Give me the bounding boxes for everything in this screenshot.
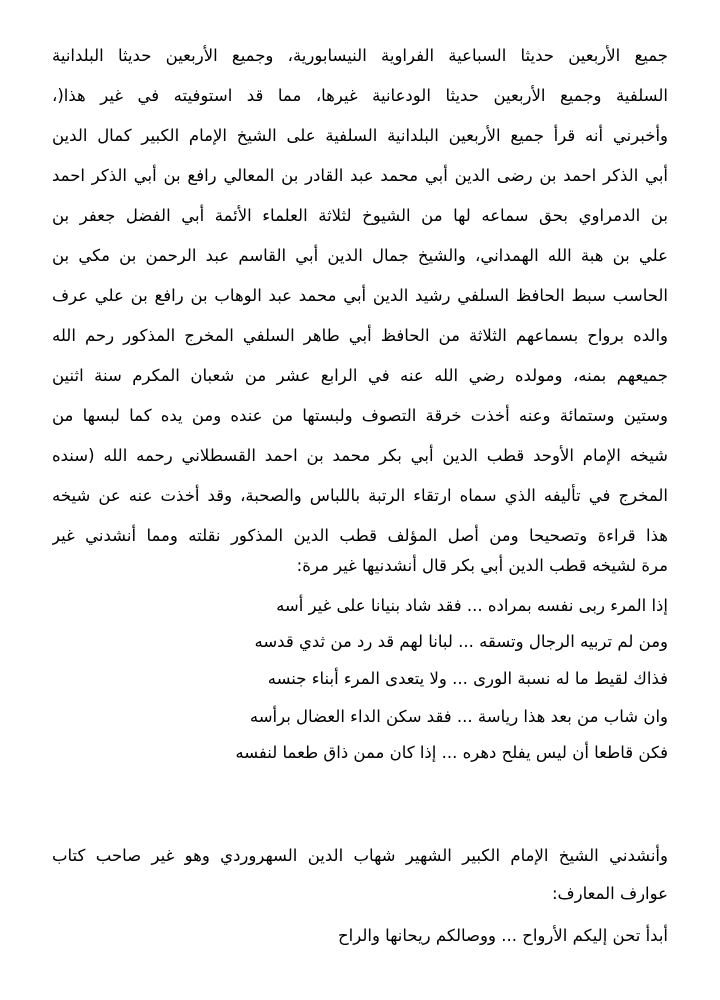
paragraph-line: أبي الذكر احمد بن رضى الدين أبي محمد عبد القادر بن المعالي رافع بن أبي الذكر احمد [52, 166, 668, 185]
paragraph-line: عوارف المعارف: [551, 884, 668, 903]
poem-verse: وان شاب من بعد هذا رياسة ... فقد سكن الداء العضال برأسه [249, 707, 668, 726]
poem-verse: فكن قاطعا أن ليس يفلح دهره ... إذا كان ممن ذاق طعما لنفسه [235, 743, 668, 762]
paragraph-line: وأنشدني الشيخ الإمام الكبير الشهير شهاب الدين السهروردي وهو غير صاحب كتاب [52, 846, 668, 865]
paragraph-line: السلفية وجميع الأربعين حديثا الودعانية غيرها، مما قد استوفيته في غير هذا(، [52, 86, 668, 105]
poem-verse: إذا المرء ربى نفسه بمراده ... فقد شاد بنيانا على غير أسه [276, 596, 668, 615]
paragraph-line: جميع الأربعين حديثا السباعية الفراوية النيسابورية، وجميع الأربعين حديثا البلدانية [52, 46, 668, 65]
paragraph-line: الحاسب سبط الحافظ السلفي رشيد الدين أبي محمد عبد الوهاب بن رافع بن علي عرف [52, 286, 668, 305]
paragraph-line: بن الدمراوي بحق سماعه لها من الشيوخ لثلاثة العلماء الأئمة أبي الفضل جعفر بن [52, 206, 668, 225]
paragraph-line: والده برواح بسماعهم الثلاثة من الحافظ أبي طاهر السلفي المخرج المذكور رحم الله [52, 326, 668, 345]
paragraph-line: جميعهم بمنه، ومولده رضي الله عنه في الرابع عشر من شعبان المكرم سنة اثنين [52, 366, 668, 385]
poem-verse: أبدأ تحن إليكم الأرواح ... ووصالكم ريحانها والراح [338, 926, 668, 945]
paragraph-line: المخرج في تأليفه الذي سماه ارتقاء الرتبة باللباس والصحبة، وقد أخذت عنه عن شيخه [52, 486, 668, 505]
paragraph-line: علي بن هبة الله الهمداني، والشيخ جمال الدين أبي القاسم عبد الرحمن بن مكي بن [52, 246, 668, 265]
paragraph-line: وستين وستمائة وعنه أخذت خرقة التصوف ولبستها من عنده ومن يده كما لبسها من [52, 406, 668, 425]
poem-verse: فذاك لقيط ما له نسبة الورى ... ولا يتعدى المرء أبناء جنسه [267, 669, 668, 688]
paragraph-line: مرة لشيخه قطب الدين أبي بكر قال أنشدنيها غير مرة: [296, 556, 668, 575]
paragraph-line: هذا قراءة وتصحيحا ومن أصل المؤلف قطب الدين المذكور نقلته ومما أنشدني غير [52, 526, 668, 545]
paragraph-line: وأخبرني أنه قرأ جميع الأربعين البلدانية السلفية على الشيخ الإمام الكبير كمال الدين [52, 126, 668, 145]
poem-verse: ومن لم تربيه الرجال وتسقه ... لبانا لهم قد رد من ثدي قدسه [254, 632, 668, 651]
paragraph-line: شيخه الإمام الأوحد قطب الدين أبي بكر محمد بن احمد القسطلاني رحمه الله (سنده [52, 446, 668, 465]
